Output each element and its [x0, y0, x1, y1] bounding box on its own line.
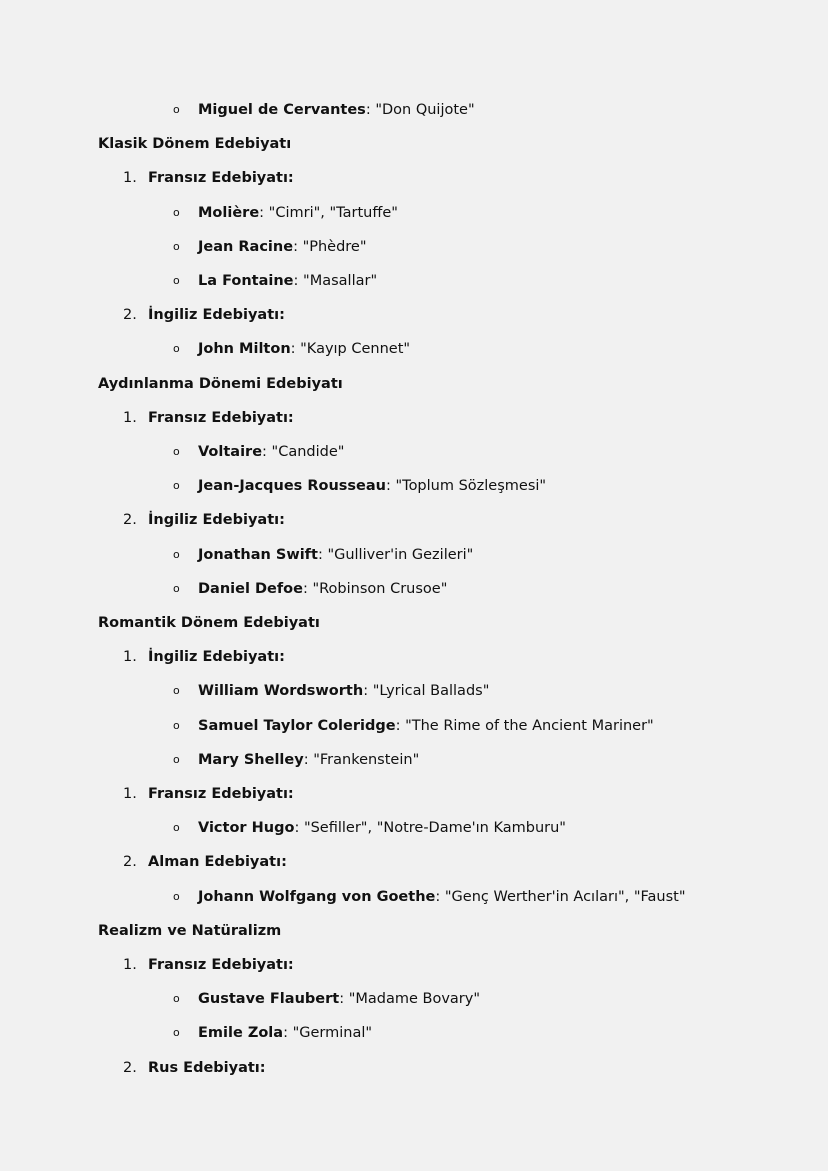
bullet-item: [173, 237, 367, 257]
numbered-item: [123, 784, 294, 804]
works-title: "Candide": [271, 444, 345, 460]
author-name: Jean Racine: [198, 238, 294, 255]
numbered-item: [123, 1058, 266, 1078]
bullet-item: [173, 1023, 372, 1043]
author-name: William Wordsworth: [198, 683, 364, 700]
numbered-item: [123, 305, 285, 325]
colon-separator: :: [395, 717, 406, 734]
circle-bullet-icon: o: [173, 684, 180, 698]
colon-separator: :: [317, 546, 328, 563]
bullet-item: [173, 339, 410, 359]
author-name: Samuel Taylor Coleridge: [198, 717, 396, 734]
numbered-item: [123, 955, 294, 975]
author-name: Molière: [198, 204, 260, 221]
circle-bullet-icon: o: [173, 889, 180, 903]
colon-separator: :: [365, 102, 376, 118]
works-title: "Kayıp Cennet": [300, 341, 411, 358]
works-title: "Frankenstein": [313, 751, 420, 768]
bullet-item: [173, 476, 546, 496]
numbered-item: [123, 647, 285, 667]
works-title: "Gulliver'in Gezileri": [327, 546, 474, 563]
works-title: "Genç Werther'in Acıları", "Faust": [444, 888, 686, 905]
circle-bullet-icon: o: [173, 1026, 180, 1040]
category-label: Fransız Edebiyatı:: [148, 957, 294, 973]
circle-bullet-icon: o: [173, 239, 180, 253]
numbered-item: [123, 408, 294, 428]
section-heading: Aydınlanma Dönemi Edebiyatı: [98, 375, 343, 392]
colon-separator: :: [294, 820, 304, 837]
author-name: Mary Shelley: [198, 751, 304, 768]
numbered-item: [123, 510, 285, 530]
circle-bullet-icon: o: [173, 479, 180, 493]
colon-separator: :: [303, 751, 314, 768]
works-title: "Robinson Crusoe": [312, 580, 448, 597]
circle-bullet-icon: o: [173, 547, 180, 561]
item-number: 2.: [123, 307, 137, 324]
author-name: Miguel de Cervantes: [198, 102, 366, 118]
bullet-item: [173, 818, 566, 838]
section-heading: Klasik Dönem Edebiyatı: [98, 136, 292, 153]
circle-bullet-icon: o: [173, 752, 180, 766]
works-title: "The Rime of the Ancient Mariner": [405, 717, 654, 734]
colon-separator: :: [290, 341, 301, 358]
circle-bullet-icon: o: [173, 342, 180, 356]
colon-separator: :: [363, 683, 373, 700]
item-number: 2.: [123, 854, 137, 871]
works-title: "Sefiller", "Notre-Dame'ın Kamburu": [303, 820, 566, 837]
colon-separator: :: [339, 991, 349, 1008]
author-name: Daniel Defoe: [198, 580, 303, 597]
author-name: Victor Hugo: [198, 820, 295, 837]
author-name: John Milton: [198, 341, 291, 358]
circle-bullet-icon: o: [173, 103, 180, 116]
item-number: 1.: [123, 786, 137, 802]
author-name: Johann Wolfgang von Goethe: [198, 888, 436, 905]
circle-bullet-icon: o: [173, 581, 180, 595]
works-title: "Masallar": [303, 273, 378, 289]
author-name: Jean-Jacques Rousseau: [198, 478, 386, 495]
category-label: Fransız Edebiyatı:: [148, 786, 294, 802]
bullet-item: [173, 271, 377, 291]
section-heading: Realizm ve Natüralizm: [98, 922, 282, 939]
colon-separator: :: [259, 204, 269, 221]
item-number: 2.: [123, 1059, 137, 1076]
circle-bullet-icon: o: [173, 992, 180, 1006]
bullet-item: [173, 579, 447, 599]
colon-separator: :: [435, 888, 445, 905]
category-label: Rus Edebiyatı:: [148, 1059, 266, 1076]
item-number: 1.: [123, 170, 137, 187]
circle-bullet-icon: o: [173, 718, 180, 732]
bullet-item: [173, 887, 686, 907]
item-number: 2.: [123, 512, 137, 529]
bullet-item: [173, 442, 344, 462]
category-label: İngiliz Edebiyatı:: [148, 307, 285, 324]
section-heading: Romantik Dönem Edebiyatı: [98, 615, 320, 631]
bullet-item: [173, 545, 473, 565]
colon-separator: :: [293, 238, 303, 255]
numbered-item: [123, 852, 287, 872]
author-name: Voltaire: [198, 444, 263, 460]
works-title: "Germinal": [292, 1025, 373, 1042]
item-number: 1.: [123, 409, 137, 426]
works-title: "Don Quijote": [375, 102, 475, 118]
bullet-item: [173, 681, 489, 701]
circle-bullet-icon: o: [173, 205, 180, 219]
colon-separator: :: [386, 478, 396, 495]
works-title: "Cimri", "Tartuffe": [268, 204, 398, 221]
bullet-item: [173, 716, 654, 736]
works-title: "Madame Bovary": [348, 991, 480, 1008]
author-name: Jonathan Swift: [198, 546, 318, 563]
bullet-item: [173, 203, 398, 223]
category-label: İngiliz Edebiyatı:: [148, 512, 285, 529]
author-name: Emile Zola: [198, 1025, 284, 1042]
works-title: "Phèdre": [302, 238, 367, 255]
item-number: 1.: [123, 649, 137, 666]
category-label: Fransız Edebiyatı:: [148, 170, 294, 187]
bullet-item: [173, 100, 475, 120]
category-label: Fransız Edebiyatı:: [148, 409, 294, 426]
colon-separator: :: [283, 1025, 293, 1042]
item-number: 1.: [123, 957, 137, 973]
colon-separator: :: [262, 444, 272, 460]
circle-bullet-icon: o: [173, 445, 180, 458]
bullet-item: [173, 750, 419, 770]
author-name: Gustave Flaubert: [198, 991, 340, 1008]
works-title: "Toplum Sözleşmesi": [395, 478, 547, 495]
numbered-item: [123, 168, 294, 188]
circle-bullet-icon: o: [173, 821, 180, 835]
colon-separator: :: [293, 273, 304, 289]
author-name: La Fontaine: [198, 273, 294, 289]
works-title: "Lyrical Ballads": [372, 683, 490, 700]
category-label: İngiliz Edebiyatı:: [148, 649, 285, 666]
bullet-item: [173, 989, 480, 1009]
colon-separator: :: [302, 580, 313, 597]
circle-bullet-icon: o: [173, 274, 180, 287]
category-label: Alman Edebiyatı:: [148, 854, 287, 871]
